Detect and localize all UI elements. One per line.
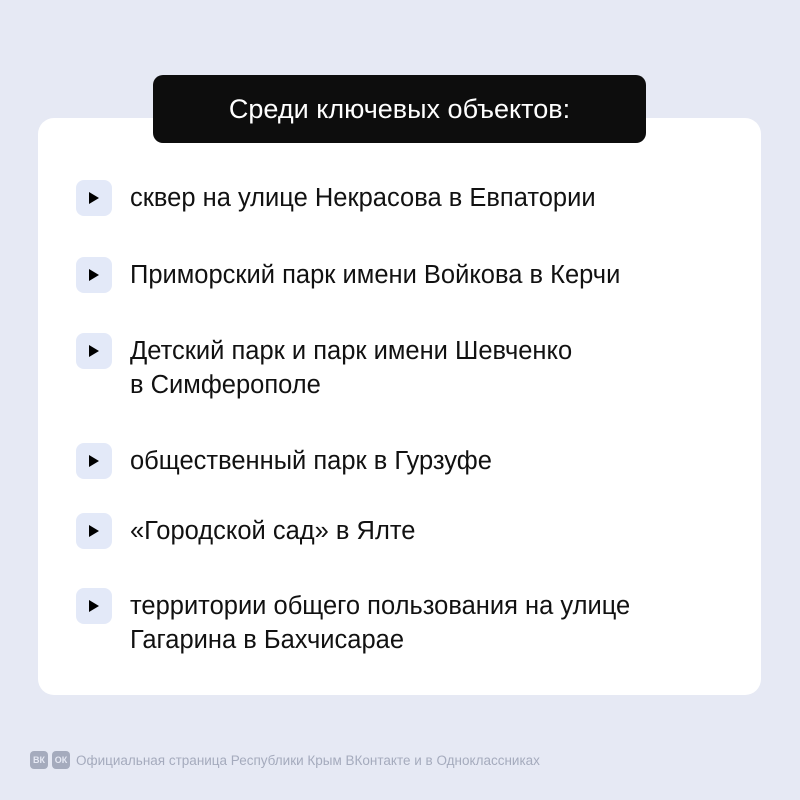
list-item-text: общественный парк в Гурзуфе [130, 447, 492, 475]
footer [30, 751, 540, 769]
footer-text: Официальная страница Республики Крым ВКонтакте и в Одноклассниках [76, 752, 540, 768]
page-title [153, 75, 646, 143]
objects-list [38, 118, 761, 695]
play-triangle-icon [76, 513, 112, 549]
list-item-text: сквер на улице Некрасова в Евпатории [130, 184, 596, 212]
content-card [38, 118, 761, 695]
page-title-text: Среди ключевых объектов: [228, 93, 571, 124]
play-triangle-icon [76, 257, 112, 293]
list-item [76, 588, 731, 657]
list-item [76, 180, 731, 216]
list-item [76, 443, 731, 479]
list-item-text: «Городской сад» в Ялте [130, 517, 416, 545]
list-item [76, 513, 731, 549]
play-triangle-icon [76, 333, 112, 369]
list-item-text: Приморский парк имени Войкова в Керчи [130, 261, 621, 289]
odnoklassniki-icon[interactable]: ОК [52, 751, 70, 769]
play-triangle-icon [76, 588, 112, 624]
vk-icon[interactable]: ВК [30, 751, 48, 769]
list-item [76, 257, 731, 293]
play-triangle-icon [76, 443, 112, 479]
list-item [76, 333, 731, 402]
play-triangle-icon [76, 180, 112, 216]
list-item-text: Детский парк и парк имени Шевченко в Симферополе [130, 337, 573, 399]
list-item-text: территории общего пользования на улице Гагарина в Бахчисарае [130, 592, 631, 654]
